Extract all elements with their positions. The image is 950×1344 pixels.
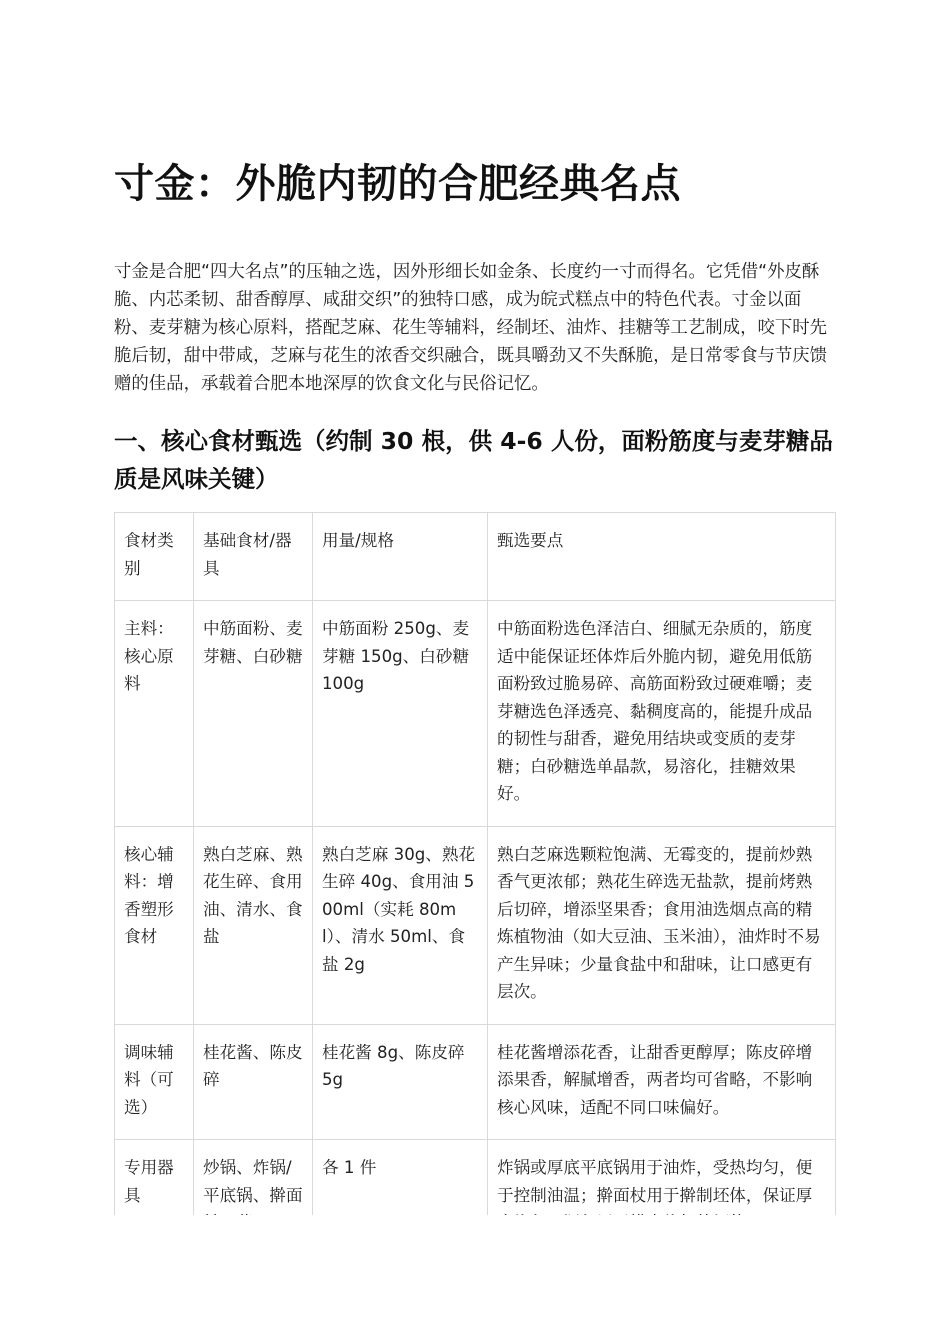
- table-header-cell: 甄选要点: [488, 513, 836, 601]
- table-row: [115, 1024, 836, 1140]
- table-cell-category: 专用器具: [115, 1140, 194, 1256]
- table-row: [115, 826, 836, 1024]
- table-cell-category: 核心辅料：增香塑形食材: [115, 826, 194, 1024]
- table-row: [115, 601, 836, 827]
- table-cell-notes: 熟白芝麻选颗粒饱满、无霉变的，提前炒熟香气更浓郁；熟花生碎选无盐款，提前烤熟后切碎，增添坚果香；食用油选烟点高的精炼植物油（如大豆油、玉米油），油炸时不易产生异味；少量食盐中和甜味，让口感更有层次。: [488, 826, 836, 1024]
- intro-paragraph: 寸金是合肥“四大名点”的压轴之选，因外形细长如金条、长度约一寸而得名。它凭借“外皮酥脆、内芯柔韧、甜香醇厚、咸甜交织”的独特口感，成为皖式糕点中的特色代表。寸金以面粉、麦芽糖为核心原料，搭配芝麻、花生等辅料，经制坯、油炸、挂糖等工艺制成，咬下时先脆后韧，甜中带咸，芝麻与花生的浓香交织融合，既具嚼劲又不失酥脆，是日常零食与节庆馈赠的佳品，承载着合肥本地深厚的饮食文化与民俗记忆。: [114, 262, 828, 394]
- page-bottom-margin: [114, 1215, 836, 1344]
- table-cell-notes: 中筋面粉选色泽洁白、细腻无杂质的，筋度适中能保证坯体炸后外脆内韧，避免用低筋面粉致过脆易碎、高筋面粉致过硬难嚼；麦芽糖选色泽透亮、黏稠度高的，能提升成品的韧性与甜香，避免用结块或变质的麦芽糖；白砂糖选单晶款，易溶化，挂糖效果好。: [488, 601, 836, 827]
- table-cell-amount: 各 1 件: [313, 1140, 488, 1256]
- page-title: 寸金：外脆内韧的合肥经典名点: [114, 161, 681, 207]
- table-cell-notes: 炸锅或厚底平底锅用于油炸，受热均匀，便于控制油温；擀面杖用于擀制坯体，保证厚: [488, 1140, 836, 1256]
- table-cell-amount: 中筋面粉 250g、麦芽糖 150g、白砂糖 100g: [313, 601, 488, 827]
- section-heading-ingredients: 一、核心食材甄选（约制 30 根，供 4-6 人份，面粉筋度与麦芽糖品质是风味关键）: [114, 427, 833, 493]
- ingredients-table: [114, 512, 836, 1256]
- document-page: [114, 0, 836, 1344]
- table-cell-items: 中筋面粉、麦芽糖、白砂糖: [194, 601, 313, 827]
- table-cell-amount: 桂花酱 8g、陈皮碎 5g: [313, 1024, 488, 1140]
- table-cell-notes: 桂花酱增添花香，让甜香更醇厚；陈皮碎增添果香，解腻增香，两者均可省略，不影响核心风味，适配不同口味偏好。: [488, 1024, 836, 1140]
- table-cell-items: 桂花酱、陈皮碎: [194, 1024, 313, 1140]
- table-cell-items: 炒锅、炸锅/平底锅、擀面: [194, 1140, 313, 1256]
- table-cell-amount: 熟白芝麻 30g、熟花生碎 40g、食用油 500ml（实耗 80ml）、清水 50ml、食盐 2g: [313, 826, 488, 1024]
- table-header-cell: 基础食材/器具: [194, 513, 313, 601]
- table-cell-category: 调味辅料（可选）: [115, 1024, 194, 1140]
- table-header-row: [115, 513, 836, 601]
- table-header-cell: 食材类别: [115, 513, 194, 601]
- table-cell-category: 主料：核心原料: [115, 601, 194, 827]
- table-header-cell: 用量/规格: [313, 513, 488, 601]
- table-cell-items: 熟白芝麻、熟花生碎、食用油、清水、食盐: [194, 826, 313, 1024]
